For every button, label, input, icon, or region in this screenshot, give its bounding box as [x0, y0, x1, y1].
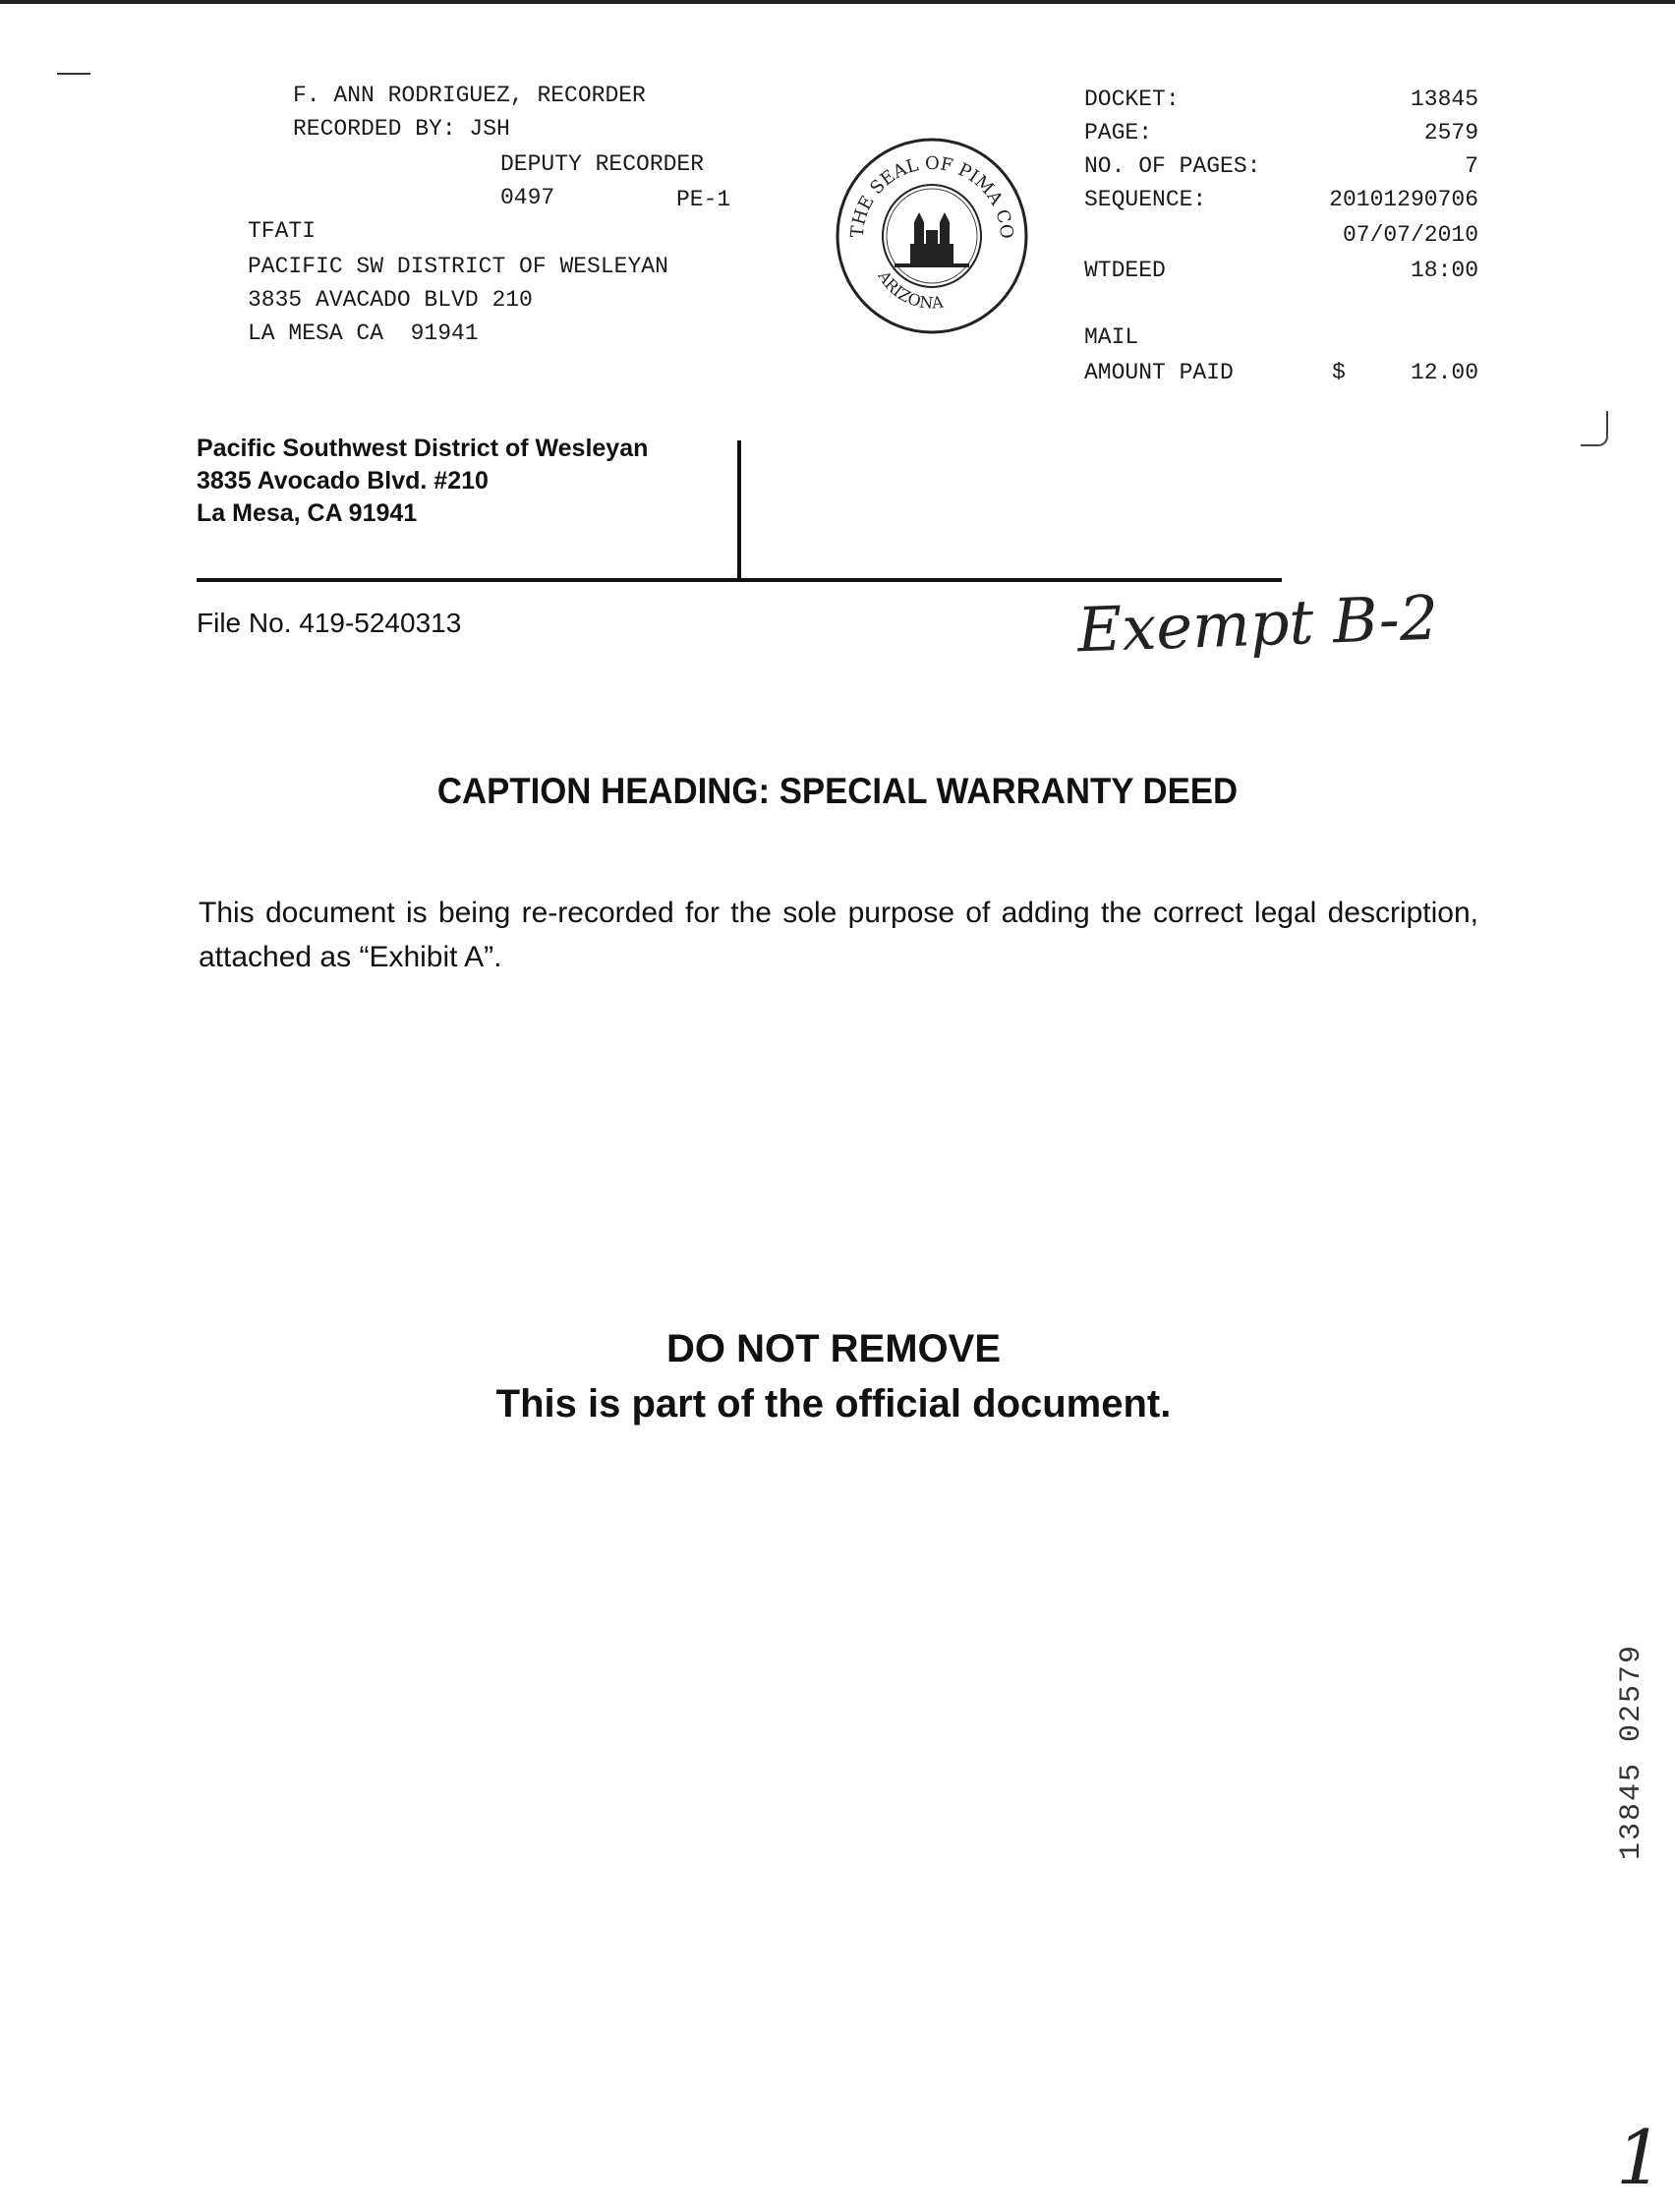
- record-date: 07/07/2010: [1342, 222, 1478, 248]
- deputy-recorder: DEPUTY RECORDER: [500, 151, 705, 177]
- sequence-label: SEQUENCE:: [1084, 187, 1207, 212]
- pages-value: 7: [1465, 153, 1478, 179]
- return-code: TFATI: [248, 218, 317, 244]
- do-not-remove-notice: [0, 1321, 1675, 1431]
- document-type: WTDEED: [1084, 258, 1166, 283]
- mail-label: MAIL: [1084, 324, 1139, 350]
- seal-bottom-text: ARIZONA: [874, 266, 945, 313]
- amount-paid-value: 12.00: [1410, 360, 1478, 385]
- scan-mark: [1581, 411, 1608, 446]
- svg-text:ARIZONA: [874, 266, 945, 313]
- page-value: 2579: [1423, 120, 1478, 146]
- page-label: PAGE:: [1084, 120, 1153, 146]
- recorded-by: RECORDED BY: JSH: [293, 116, 510, 142]
- address-box-rule: [197, 578, 1282, 582]
- notice-line-2: This is part of the official document.: [495, 1382, 1172, 1426]
- sequence-value: 20101290706: [1329, 187, 1478, 212]
- handwritten-exempt-note: Exempt B-2: [1075, 581, 1440, 667]
- address-line-1: Pacific Southwest District of Wesleyan: [197, 435, 649, 462]
- docket-label: DOCKET:: [1084, 87, 1180, 112]
- docket-value: 13845: [1410, 87, 1478, 112]
- record-time: 18:00: [1410, 258, 1478, 283]
- return-street: 3835 AVACADO BLVD 210: [248, 287, 533, 313]
- handwritten-page-number: 1: [1616, 2114, 1664, 2201]
- pages-label: NO. OF PAGES:: [1084, 153, 1261, 179]
- address-box-divider: [737, 440, 741, 580]
- address-box: [197, 433, 648, 530]
- county-seal: [834, 128, 1030, 334]
- amount-paid-label: AMOUNT PAID: [1084, 360, 1234, 385]
- body-paragraph: This document is being re-recorded for the sole purpose of adding the correct legal description, attached as “Exhibit A”.: [199, 897, 1478, 973]
- svg-text:THE SEAL OF PIMA COUNTY: [834, 128, 1016, 240]
- scan-mark: [57, 73, 90, 75]
- currency-symbol: $: [1332, 360, 1346, 385]
- file-number: File No. 419-5240313: [197, 608, 462, 638]
- return-name: PACIFIC SW DISTRICT OF WESLEYAN: [248, 254, 668, 279]
- notice-line-1: DO NOT REMOVE: [665, 1327, 1002, 1370]
- address-line-3: La Mesa, CA 91941: [197, 499, 418, 527]
- address-line-2: 3835 Avocado Blvd. #210: [197, 467, 489, 495]
- scan-top-edge: [0, 0, 1675, 4]
- seal-top-text: THE SEAL OF PIMA CO: [846, 152, 1017, 240]
- recorder-name: F. ANN RODRIGUEZ, RECORDER: [293, 83, 646, 108]
- seal-building-emblem: [895, 212, 969, 267]
- recorder-code: 0497: [500, 185, 555, 210]
- return-city: LA MESA CA 91941: [248, 320, 479, 346]
- caption-heading: CAPTION HEADING: SPECIAL WARRANTY DEED: [436, 771, 1239, 811]
- side-docket-stamp: 13845 02579: [1615, 1643, 1648, 1860]
- recorder-pe: PE-1: [676, 187, 731, 212]
